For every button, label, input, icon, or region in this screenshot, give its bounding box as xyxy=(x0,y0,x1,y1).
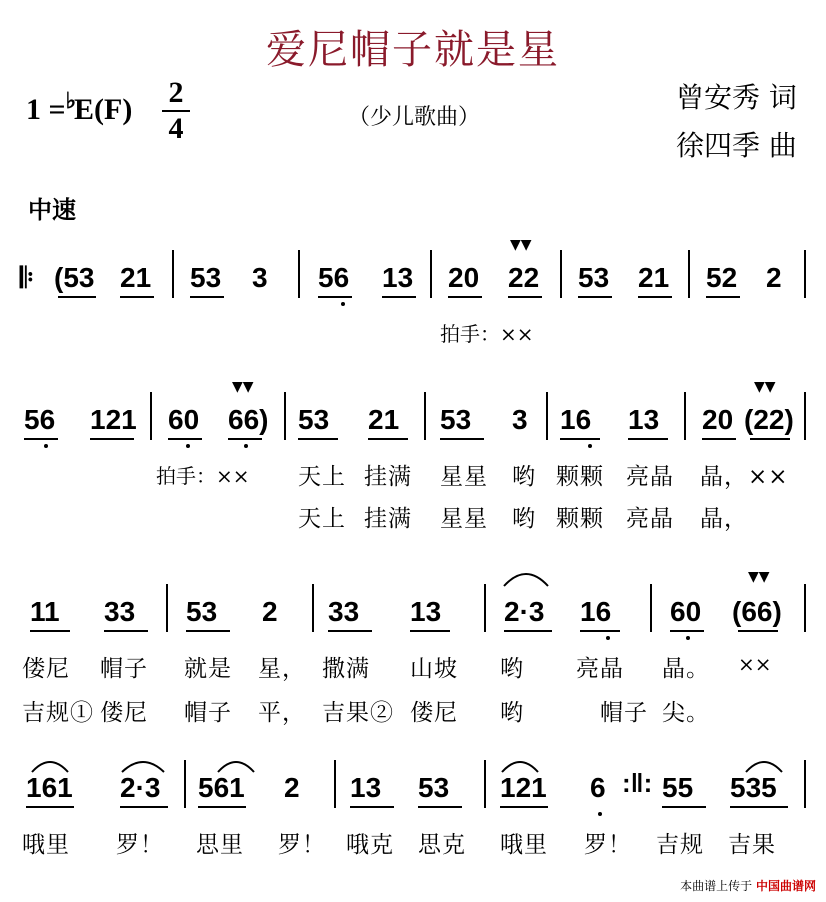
time-top: 2 xyxy=(168,76,184,109)
lyric-word: 晶。 xyxy=(662,656,710,682)
beam-line xyxy=(198,806,246,808)
lyric-word: 哦里 xyxy=(22,832,70,858)
beam-line xyxy=(504,630,552,632)
note-group: 60 xyxy=(168,404,200,435)
lyric-word: 就是 xyxy=(184,656,232,682)
lyric-word: 偻尼 xyxy=(100,700,148,726)
barline xyxy=(484,584,486,632)
genre-label: （少儿歌曲） xyxy=(348,105,481,130)
note-group: 121 xyxy=(90,404,137,435)
lyric-word: 吉规 xyxy=(656,832,704,858)
lyric-word: 山坡 xyxy=(410,656,458,682)
note-group: 53 xyxy=(190,262,222,293)
beam-line xyxy=(190,296,224,298)
note-group: 21 xyxy=(120,262,152,293)
beam-line xyxy=(418,806,462,808)
lyric-word: 哟 xyxy=(500,700,524,726)
note-group: 56 xyxy=(318,262,350,293)
note-group: 535 xyxy=(730,772,777,803)
lyric-word: 帽子 xyxy=(600,700,648,726)
note-group: 16 xyxy=(560,404,592,435)
barline xyxy=(334,760,336,808)
key-note: E(F) xyxy=(74,93,133,126)
barline xyxy=(184,760,186,808)
beam-line xyxy=(670,630,704,632)
barline xyxy=(804,250,806,298)
beam-line xyxy=(578,296,612,298)
beam-line xyxy=(500,806,548,808)
lower-octave-dot xyxy=(588,444,592,448)
lower-octave-dot xyxy=(598,812,602,816)
barline xyxy=(430,250,432,298)
note-group: 53 xyxy=(440,404,472,435)
barline xyxy=(546,392,548,440)
note-group: (22) xyxy=(744,404,794,435)
beam-line xyxy=(90,438,134,440)
beam-line xyxy=(24,438,58,440)
barline xyxy=(284,392,286,440)
note-group: 20 xyxy=(448,262,480,293)
lyric-word: 颗颗 xyxy=(556,464,604,490)
note-group: 66) xyxy=(228,404,269,435)
note-group: 52 xyxy=(706,262,738,293)
barline xyxy=(150,392,152,440)
key-prefix: 1 = xyxy=(26,93,66,126)
lyric-word: 尖。 xyxy=(662,700,710,726)
note-group: 16 xyxy=(580,596,612,627)
lyric-word: 亮晶 xyxy=(576,656,624,682)
lyric-word: 晶， xyxy=(700,506,748,532)
note-group: 2 xyxy=(766,262,782,293)
barline xyxy=(424,392,426,440)
accent-mark: ▼▼ xyxy=(510,237,532,253)
barline xyxy=(684,392,686,440)
note-group: 2·3 xyxy=(504,596,545,627)
accent-mark: ▼▼ xyxy=(754,379,776,395)
beam-line xyxy=(368,438,408,440)
lyric-word: 哟 xyxy=(500,656,524,682)
lower-octave-dot xyxy=(686,636,690,640)
lyric-word: 星星 xyxy=(440,464,488,490)
beam-line xyxy=(410,630,450,632)
lyric-word: 偻尼 xyxy=(22,656,70,682)
lower-octave-dot xyxy=(44,444,48,448)
lyric-word: 星星 xyxy=(440,506,488,532)
beam-line xyxy=(120,806,168,808)
note-group: 53 xyxy=(298,404,330,435)
note-group: 20 xyxy=(702,404,734,435)
note-group: 2·3 xyxy=(120,772,161,803)
note-group: 22 xyxy=(508,262,540,293)
clap-instruction: ×× xyxy=(738,652,772,676)
barline xyxy=(298,250,300,298)
beam-line xyxy=(186,630,230,632)
key-signature xyxy=(26,88,132,127)
note-group: 53 xyxy=(418,772,450,803)
beam-line xyxy=(318,296,352,298)
barline xyxy=(560,250,562,298)
lyric-word: 吉规① xyxy=(22,700,94,726)
beam-line xyxy=(508,296,542,298)
barline xyxy=(804,584,806,632)
lyric-word: 颗颗 xyxy=(556,506,604,532)
slur-mark xyxy=(500,568,552,588)
lyric-word: 哟 xyxy=(512,506,536,532)
lyric-word: 哟 xyxy=(512,464,536,490)
note-group: 55 xyxy=(662,772,694,803)
beam-line xyxy=(628,438,668,440)
note-group: 33 xyxy=(328,596,360,627)
lyric-word: 吉果 xyxy=(728,832,776,858)
beam-line xyxy=(328,630,372,632)
lyric-word: 天上 xyxy=(298,506,346,532)
beam-line xyxy=(168,438,202,440)
lyric-word: 罗！ xyxy=(116,832,164,858)
lyric-word: 撒满 xyxy=(322,656,370,682)
lyric-word: 思里 xyxy=(196,832,244,858)
lyric-word: 亮晶 xyxy=(626,506,674,532)
beam-line xyxy=(120,296,154,298)
note-group: (66) xyxy=(732,596,782,627)
clap-instruction: 拍手：×× xyxy=(440,322,534,346)
lower-octave-dot xyxy=(341,302,345,306)
note-group: 161 xyxy=(26,772,73,803)
note-group: 21 xyxy=(368,404,400,435)
beam-line xyxy=(706,296,740,298)
lyric-word: 星， xyxy=(258,656,306,682)
note-group: 13 xyxy=(350,772,382,803)
lower-octave-dot xyxy=(186,444,190,448)
note-group: 53 xyxy=(578,262,610,293)
lyric-word: 挂满 xyxy=(364,464,412,490)
note-group: 11 xyxy=(30,596,60,627)
note-group: 3 xyxy=(512,404,528,435)
note-group: 33 xyxy=(104,596,136,627)
lyric-word: 帽子 xyxy=(100,656,148,682)
note-group: 2 xyxy=(284,772,300,803)
note-group: 13 xyxy=(382,262,414,293)
lyric-word: 天上 xyxy=(298,464,346,490)
lyric-word: 帽子 xyxy=(184,700,232,726)
lyric-word: 罗！ xyxy=(584,832,632,858)
beam-line xyxy=(662,806,706,808)
note-group: 13 xyxy=(628,404,660,435)
beam-line xyxy=(730,806,788,808)
beam-line xyxy=(382,296,416,298)
beam-line xyxy=(750,438,790,440)
beam-line xyxy=(448,296,482,298)
beam-line xyxy=(702,438,736,440)
beam-line xyxy=(580,630,620,632)
lyric-word: 罗！ xyxy=(278,832,326,858)
beam-line xyxy=(440,438,484,440)
accent-mark: ▼▼ xyxy=(232,379,254,395)
note-group: 13 xyxy=(410,596,442,627)
beam-line xyxy=(228,438,262,440)
song-title: 爱尼帽子就是星 xyxy=(266,27,560,73)
lyric-word: 哦克 xyxy=(346,832,394,858)
accent-mark: ▼▼ xyxy=(748,569,770,585)
barline xyxy=(804,392,806,440)
lyric-word: 亮晶 xyxy=(626,464,674,490)
time-signature xyxy=(162,78,190,144)
beam-line xyxy=(298,438,338,440)
note-group: 2 xyxy=(262,596,278,627)
beam-line xyxy=(26,806,74,808)
barline xyxy=(484,760,486,808)
note-group: (53 xyxy=(54,262,95,293)
site-link[interactable]: 中国曲谱网 xyxy=(755,879,816,893)
note-group: 561 xyxy=(198,772,245,803)
barline xyxy=(312,584,314,632)
lyric-word: 哦里 xyxy=(500,832,548,858)
note-group: 121 xyxy=(500,772,547,803)
lyric-word: 思克 xyxy=(418,832,466,858)
note-group: 6 xyxy=(590,772,606,803)
barline xyxy=(172,250,174,298)
barline xyxy=(804,760,806,808)
lyric-word: 偻尼 xyxy=(410,700,458,726)
beam-line xyxy=(58,296,96,298)
note-group: 3 xyxy=(252,262,268,293)
barline xyxy=(650,584,652,632)
upload-text: 本曲谱上传于 xyxy=(680,879,753,893)
composer-credit: 徐四季 曲 xyxy=(676,129,797,162)
lyric-word: 晶，×× xyxy=(700,464,789,490)
barline xyxy=(688,250,690,298)
clap-instruction: 拍手：×× xyxy=(156,464,250,488)
lyric-word: 平， xyxy=(258,700,306,726)
note-group: 53 xyxy=(186,596,218,627)
upload-credit xyxy=(680,877,816,894)
barline xyxy=(166,584,168,632)
lyric-word: 挂满 xyxy=(364,506,412,532)
note-group: 21 xyxy=(638,262,670,293)
lower-octave-dot xyxy=(606,636,610,640)
beam-line xyxy=(738,630,778,632)
lower-octave-dot xyxy=(244,444,248,448)
tempo-marking: 中速 xyxy=(28,196,76,224)
lyricist-credit: 曾安秀 词 xyxy=(676,81,797,114)
beam-line xyxy=(104,630,148,632)
flat-sign: ♭ xyxy=(65,88,76,113)
beam-line xyxy=(638,296,672,298)
repeat-start-sign: 𝄆 xyxy=(20,262,34,293)
lyric-word: 吉果② xyxy=(322,700,394,726)
note-group: 56 xyxy=(24,404,56,435)
repeat-end-sign: :‖: xyxy=(622,768,653,798)
beam-line xyxy=(30,630,70,632)
beam-line xyxy=(350,806,394,808)
time-bottom: 4 xyxy=(168,112,184,145)
note-group: 60 xyxy=(670,596,702,627)
beam-line xyxy=(560,438,600,440)
